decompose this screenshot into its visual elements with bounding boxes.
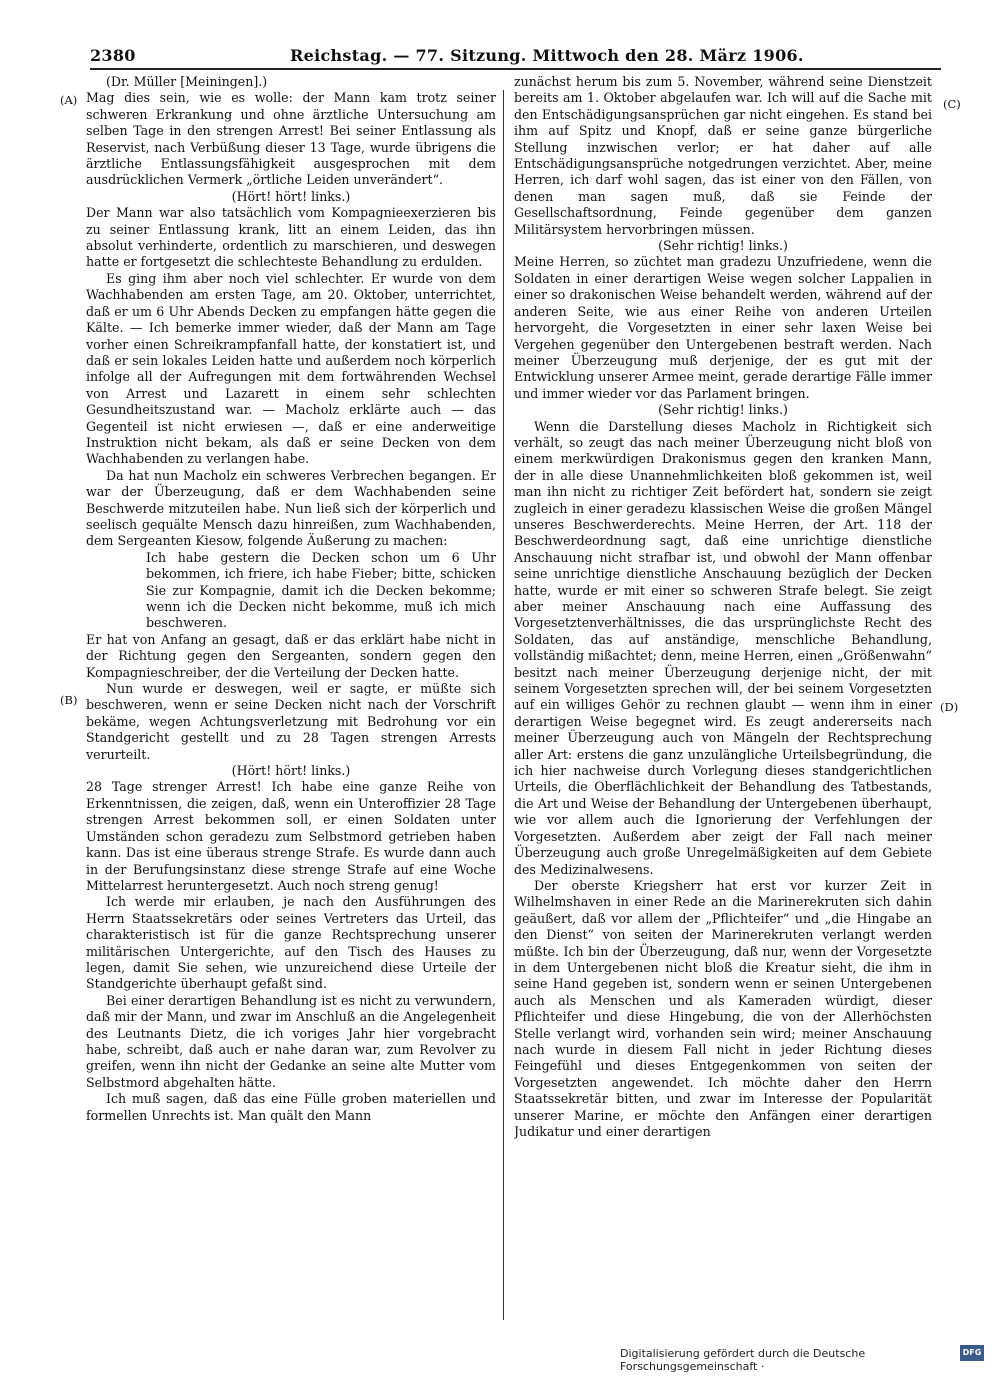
- paragraph: Bei einer derartigen Behandlung ist es nicht zu verwundern, daß mir der Mann, und zwar im Anschluß an die Angelegenheit des Leutnants Dietz, die ich voriges Jahr hier vorgebracht habe, schreibt, daß auch er nahe daran war, zum Revolver zu greifen, wenn ihn nicht der Gedanke an seine alte Mutter vom Selbstmord abgehalten hätte.: [86, 992, 496, 1090]
- margin-mark-a: (A): [60, 93, 78, 107]
- dfg-logo: DFG: [960, 1345, 984, 1361]
- speaker-name: (Dr. Müller [Meiningen].): [106, 74, 268, 89]
- right-column: [514, 74, 932, 1326]
- margin-mark-d: (D): [940, 700, 959, 714]
- paragraph: Ich muß sagen, daß das eine Fülle groben materiellen und formellen Unrechts ist. Man quält den Mann: [86, 1091, 496, 1123]
- page-header: [90, 46, 940, 68]
- paragraph: Der Mann war also tatsächlich vom Kompagnieexerzieren bis zu seiner Entlassung krank, litt an einem Leiden, das ihn absolut verhinderte, ordentlich zu marschieren, und deswegen hatte er fortgesetzt die schlechteste Behandlung zu erdulden.: [86, 205, 496, 270]
- footer-credit: Digitalisierung gefördert durch die Deutsche Forschungsgemeinschaft ·: [620, 1347, 866, 1373]
- page-number: 2380: [90, 46, 136, 65]
- paragraph: 28 Tage strenger Arrest! Ich habe eine ganze Reihe von Erkenntnissen, die zeigen, daß, wenn ein Unteroffizier 28 Tage strengen Arrest bekommen soll, er einen Soldaten unter Umständen schon geradezu zum Selbstmord getrieben haben kann. Das ist eine überaus strenge Strafe. Es wurde dann auch in der Berufungsinstanz diese strenge Strafe auf eine Woche Mittelarrest heruntergesetzt. Auch noch streng genug!: [86, 779, 496, 893]
- interjection: (Hört! hört! links.): [231, 763, 351, 779]
- interjection: (Sehr richtig! links.): [658, 238, 788, 254]
- paragraph: Wenn die Darstellung dieses Macholz in Richtigkeit sich verhält, so zeugt das nach meiner Überzeugung nicht bloß von einem merkwürdigen Drakonismus gegen den kranken Mann, der in alle diese Unannehmlichkeiten bloß gekommen ist, weil man ihn nicht zu richtiger Zeit befördert hat, sondern sie zeigt zugleich in einer geradezu klassischen Weise die großen Mängel unseres Beschwerderechts. Meine Herren, der Art. 118 der Beschwerdeordnung sagt, daß eine unrichtige dienstliche Anschauung nicht strafbar ist, und obwohl der Mann offenbar seine unrichtige dienstliche Anschauung bezüglich der Decken hatte, wurde er mit einer so schweren Strafe belegt. Sie zeigt aber meiner Anschauung nach eine Auffassung des Vorgesetztenverhältnisses, die das ursprünglichste Recht des Soldaten, das auf anständige, menschliche Behandlung, vollständig mißachtet; denn, meine Herren, einen „Größenwahn“ besitzt nach meiner Überzeugung derjenige nicht, der mit seinem Vorgesetzten sprechen will, der bei seinem Vorgesetzten auf ein williges Gehör zu rechnen glaubt — wenn ihm in einer derartigen Weise begegnet wird. Es zeugt andererseits nach meiner Überzeugung auch von Mängeln der Rechtsprechung aller Art: erstens die ganz unzulängliche Urteilsbegründung, die ich hier nachweise durch Vorlegung dieses standgerichtlichen Urteils, die Oberflächlichkeit der Behandlung des Tatbestands, die Art und Weise der Behandlung der Untergebenen überhaupt, wie vor allem auch die Ignorierung der Verfehlungen der Vorgesetzten. Außerdem aber zeigt der Fall nach meiner Überzeugung auch große Unregelmäßigkeiten auf dem Gebiete des Medizinalwesens.: [514, 418, 932, 877]
- paragraph: Ich werde mir erlauben, je nach den Ausführungen des Herrn Staatssekretärs oder seines Vertreters das Urteil, das charakteristisch ist für die ganze Rechtsprechung unserer militärischen Untergerichte, auf den Tisch des Hauses zu legen, damit Sie sehen, wie unzureichend diese Urteile der Standgerichte überhaupt gefaßt sind.: [86, 894, 496, 992]
- paragraph: zunächst herum bis zum 5. November, während seine Dienstzeit bereits am 1. Oktober abgelaufen war. Ich will auf die Sache mit den Entschädigungsansprüchen gar nicht eingehen. Es stand bei ihm auf Spitz und Knopf, daß er seine ganze bürgerliche Stellung inzwischen verlor; er hat daher auf alle Entschädigungsansprüche notgedrungen verzichtet. Aber, meine Herren, ich darf wohl sagen, das ist einer von den Fällen, von denen man sagen muß, daß sie Feinde der Gesellschaftsordnung, Feinde gegenüber dem ganzen Militärsystem hervorbringen müssen.: [514, 74, 932, 237]
- paragraph: Nun wurde er deswegen, weil er sagte, er müßte sich beschweren, wenn er seine Decken nicht nach der Vorschrift bekäme, wegen Achtungsverletzung mit Bedrohung vor ein Standgericht gestellt und zu 28 Tagen strengen Arrests verurteilt.: [86, 681, 496, 762]
- footer: [620, 1345, 982, 1373]
- paragraph: Er hat von Anfang an gesagt, daß er das erklärt habe nicht in der Richtung gegen den Sergeanten, sondern gegen den Kompagnieschreiber, der die Verteilung der Decken hatte.: [86, 631, 496, 680]
- interjection: (Hört! hört! links.): [231, 188, 351, 204]
- paragraph: Mag dies sein, wie es wolle: der Mann kam trotz seiner schweren Erkrankung und ohne ärztliche Untersuchung am selben Tage in den strengen Arrest! Bei seiner Entlassung als Reservist, nach Verbüßung dieser 13 Tage, wurde übrigens die ärztliche Entlassungsfähigkeit ausgesprochen mit dem ausdrücklichen Vermerk „örtliche Leiden unverändert“.: [86, 90, 496, 188]
- paragraph: Es ging ihm aber noch viel schlechter. Er wurde von dem Wachhabenden am ersten Tage, am 20. Oktober, unterrichtet, daß er um 6 Uhr Abends Decken zu empfangen hätte gegen die Kälte. — Ich bemerke immer wieder, daß der Mann am Tage vorher einen Schreikrampfanfall hatte, der konstatiert ist, und daß er sein lokales Leiden hatte und außerdem noch körperlich infolge all der Aufregungen mit dem fortwährenden Wechsel von Arrest und Lazarett in einem sehr schlechten Gesundheitszustand war. — Macholz erklärte auch — das Gegenteil ist nicht erwiesen —, daß er eine anderweitige Instruktion nicht bekam, als daß er seine Decken von dem Wachhabenden zu verlangen habe.: [86, 270, 496, 467]
- page-title: Reichstag. — 77. Sitzung. Mittwoch den 28. März 1906.: [290, 46, 804, 65]
- margin-mark-b: (B): [60, 693, 78, 707]
- header-rule: [90, 68, 941, 70]
- paragraph: Ich habe gestern die Decken schon um 6 Uhr bekommen, ich friere, ich habe Fieber; bitte, schicken Sie zur Kompagnie, damit ich die Decken bekomme; wenn ich die Decken nicht bekomme, muß ich mich beschweren.: [146, 549, 496, 631]
- paragraph: Da hat nun Macholz ein schweres Verbrechen begangen. Er war der Überzeugung, daß er dem Wachhabenden seine Beschwerde mitzuteilen habe. Nun ließ sich der körperlich und seelisch gequälte Mensch dazu hinreißen, zum Wachhabenden, dem Sergeanten Kiesow, folgende Äußerung zu machen:: [86, 467, 496, 549]
- column-divider: [503, 90, 504, 1320]
- paragraph: Meine Herren, so züchtet man gradezu Unzufriedene, wenn die Soldaten in einer derartigen Weise wegen solcher Lappalien in einer so drakonischen Weise behandelt werden, während auf der anderen Seite, wie aus einer Reihe von anderen Urteilen hervorgeht, die Vorgesetzten in einer sehr laxen Weise bei Vergehen gegenüber den Untergebenen bestraft werden. Nach meiner Überzeugung muß derjenige, der es gut mit der Entwicklung unserer Armee meint, gerade derartige Fälle immer und immer wieder vor das Parlament bringen.: [514, 254, 932, 401]
- interjection: (Sehr richtig! links.): [658, 402, 788, 418]
- left-column: [86, 74, 496, 1326]
- margin-mark-c: (C): [943, 97, 961, 111]
- paragraph: Der oberste Kriegsherr hat erst vor kurzer Zeit in Wilhelmshaven in einer Rede an die Marinerekruten sich dahin geäußert, daß vor allem der „Pflichteifer“ und „die Hingabe an den Dienst“ von seiten der Marinerekruten verlangt werden müßte. Ich bin der Überzeugung, daß nur, wenn der Vorgesetzte in dem Untergebenen nicht bloß die Kreatur sieht, die ihm in seine Hand gegeben ist, sondern wenn er seinen Untergebenen auch als Menschen und als Kameraden würdigt, dieser Pflichteifer und diese Hingebung, die von der Allerhöchsten Stelle verlangt wird, vorhanden sein wird; meiner Anschauung nach wurde in diesem Fall nicht in jeder Richtung dieses Feingefühl und dieses Entgegenkommen von seiten der Vorgesetzten angewendet. Ich möchte daher den Herrn Staatssekretär bitten, und zwar im Interesse der Popularität unserer Marine, er möchte den Anfängen einer derartigen Judikatur und einer derartigen: [514, 877, 932, 1139]
